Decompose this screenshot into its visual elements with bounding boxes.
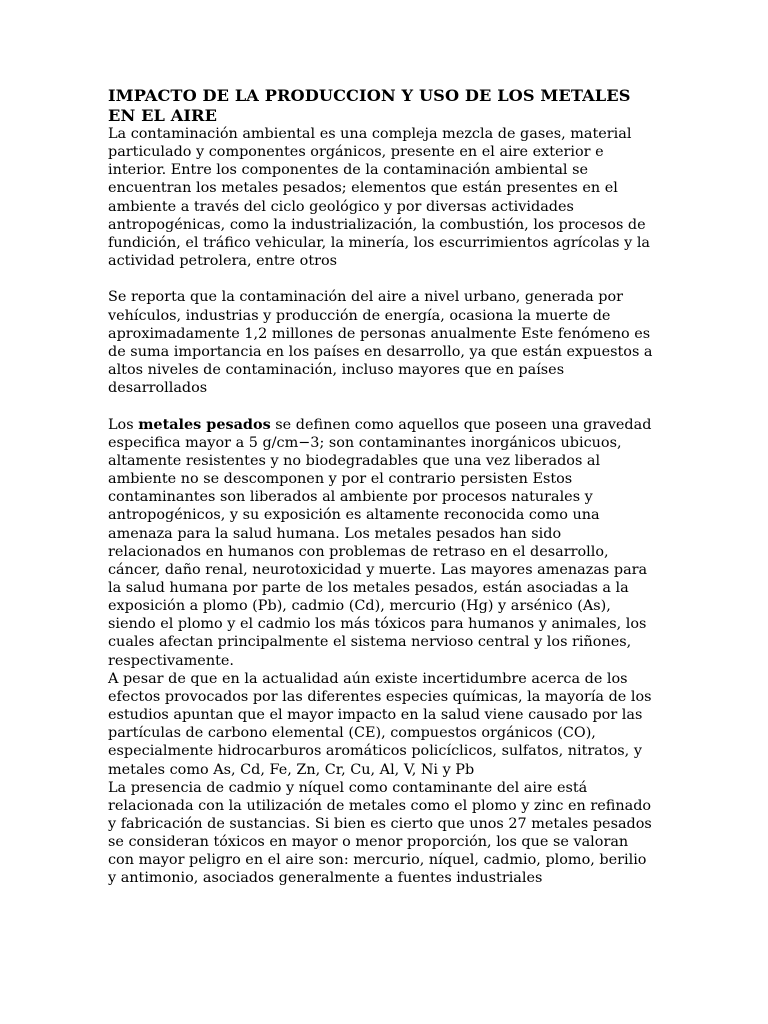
document-page — [108, 86, 656, 888]
document-title: IMPACTO DE LA PRODUCCION Y USO DE LOS METALES EN EL AIRE — [108, 86, 631, 125]
paragraph-contaminacion-urbana: Se reporta que la contaminación del aire a nivel urbano, generada por vehículos, industrias y producción de energía, ocasiona la muerte de aproximadamente 1,2 millones de personas anualmente Este fenómeno es de suma importancia en los países en desarrollo, ya que están expuestos a altos niveles de contaminación, incluso mayores que en países desarrollados — [108, 289, 653, 397]
paragraph-spacer — [108, 397, 656, 415]
paragraph-cadmio-niquel: La presencia de cadmio y níquel como contaminante del aire está relacionada con la utilización de metales como el plomo y zinc en refinado y fabricación de sustancias. Si bien es cierto que unos 27 metales pesados se consideran tóxicos en mayor o menor proporción, los que se valoran con mayor peligro en el aire son: mercurio, níquel, cadmio, plomo, berilio y antimonio, asociados generalmente a fuentes industriales — [108, 779, 652, 887]
paragraph-especies-quimicas: A pesar de que en la actualidad aún existe incertidumbre acerca de los efectos provocados por las diferentes especies químicas, la mayoría de los estudios apuntan que el mayor impacto en la salud viene causado por las partículas de carbono elemental (CE), compuestos orgánicos (CO), especialmente hidrocarburos aromáticos policíclicos, sulfatos, nitratos, y metales como As, Cd, Fe, Zn, Cr, Cu, Al, V, Ni y Pb — [108, 670, 652, 778]
paragraph-body-text: se definen como aquellos que poseen una gravedad especifica mayor a 5 g/cm−3; son contaminantes inorgánicos ubicuos, altamente resistentes y no biodegradables que una vez liberados al ambiente no se descomponen y por el contrario persisten Estos contaminantes son liberados al ambiente por procesos naturales y antropogénicos, y su exposición es altamente reconocida como una amenaza para la salud humana. Los metales pesados han sido relacionados en humanos con problemas de retraso en el desarrollo, cáncer, daño renal, neurotoxicidad y muerte. Las mayores amenazas para la salud humana por parte de los metales pesados, están asociadas a la exposición a plomo (Pb), cadmio (Cd), mercurio (Hg) y arsénico (As), siendo el plomo y el cadmio los más tóxicos para humanos y animales, los cuales afectan principalmente el sistema nervioso central y los riñones, respectivamente. — [108, 416, 652, 669]
paragraph-contaminacion-ambiental: La contaminación ambiental es una compleja mezcla de gases, material particulado y componentes orgánicos, presente en el aire exterior e interior. Entre los componentes de la contaminación ambiental se encuentran los metales pesados; elementos que están presentes en el ambiente a través del ciclo geológico y por diversas actividades antropogénicas, como la industrialización, la combustión, los procesos de fundición, el tráfico vehicular, la minería, los escurrimientos agrícolas y la actividad petrolera, entre otros — [108, 126, 651, 270]
paragraph-lead-text: Los — [108, 416, 139, 433]
paragraph-metales-pesados — [108, 416, 656, 670]
paragraph-spacer — [108, 270, 656, 288]
bold-term-metales-pesados: metales pesados — [138, 415, 271, 433]
